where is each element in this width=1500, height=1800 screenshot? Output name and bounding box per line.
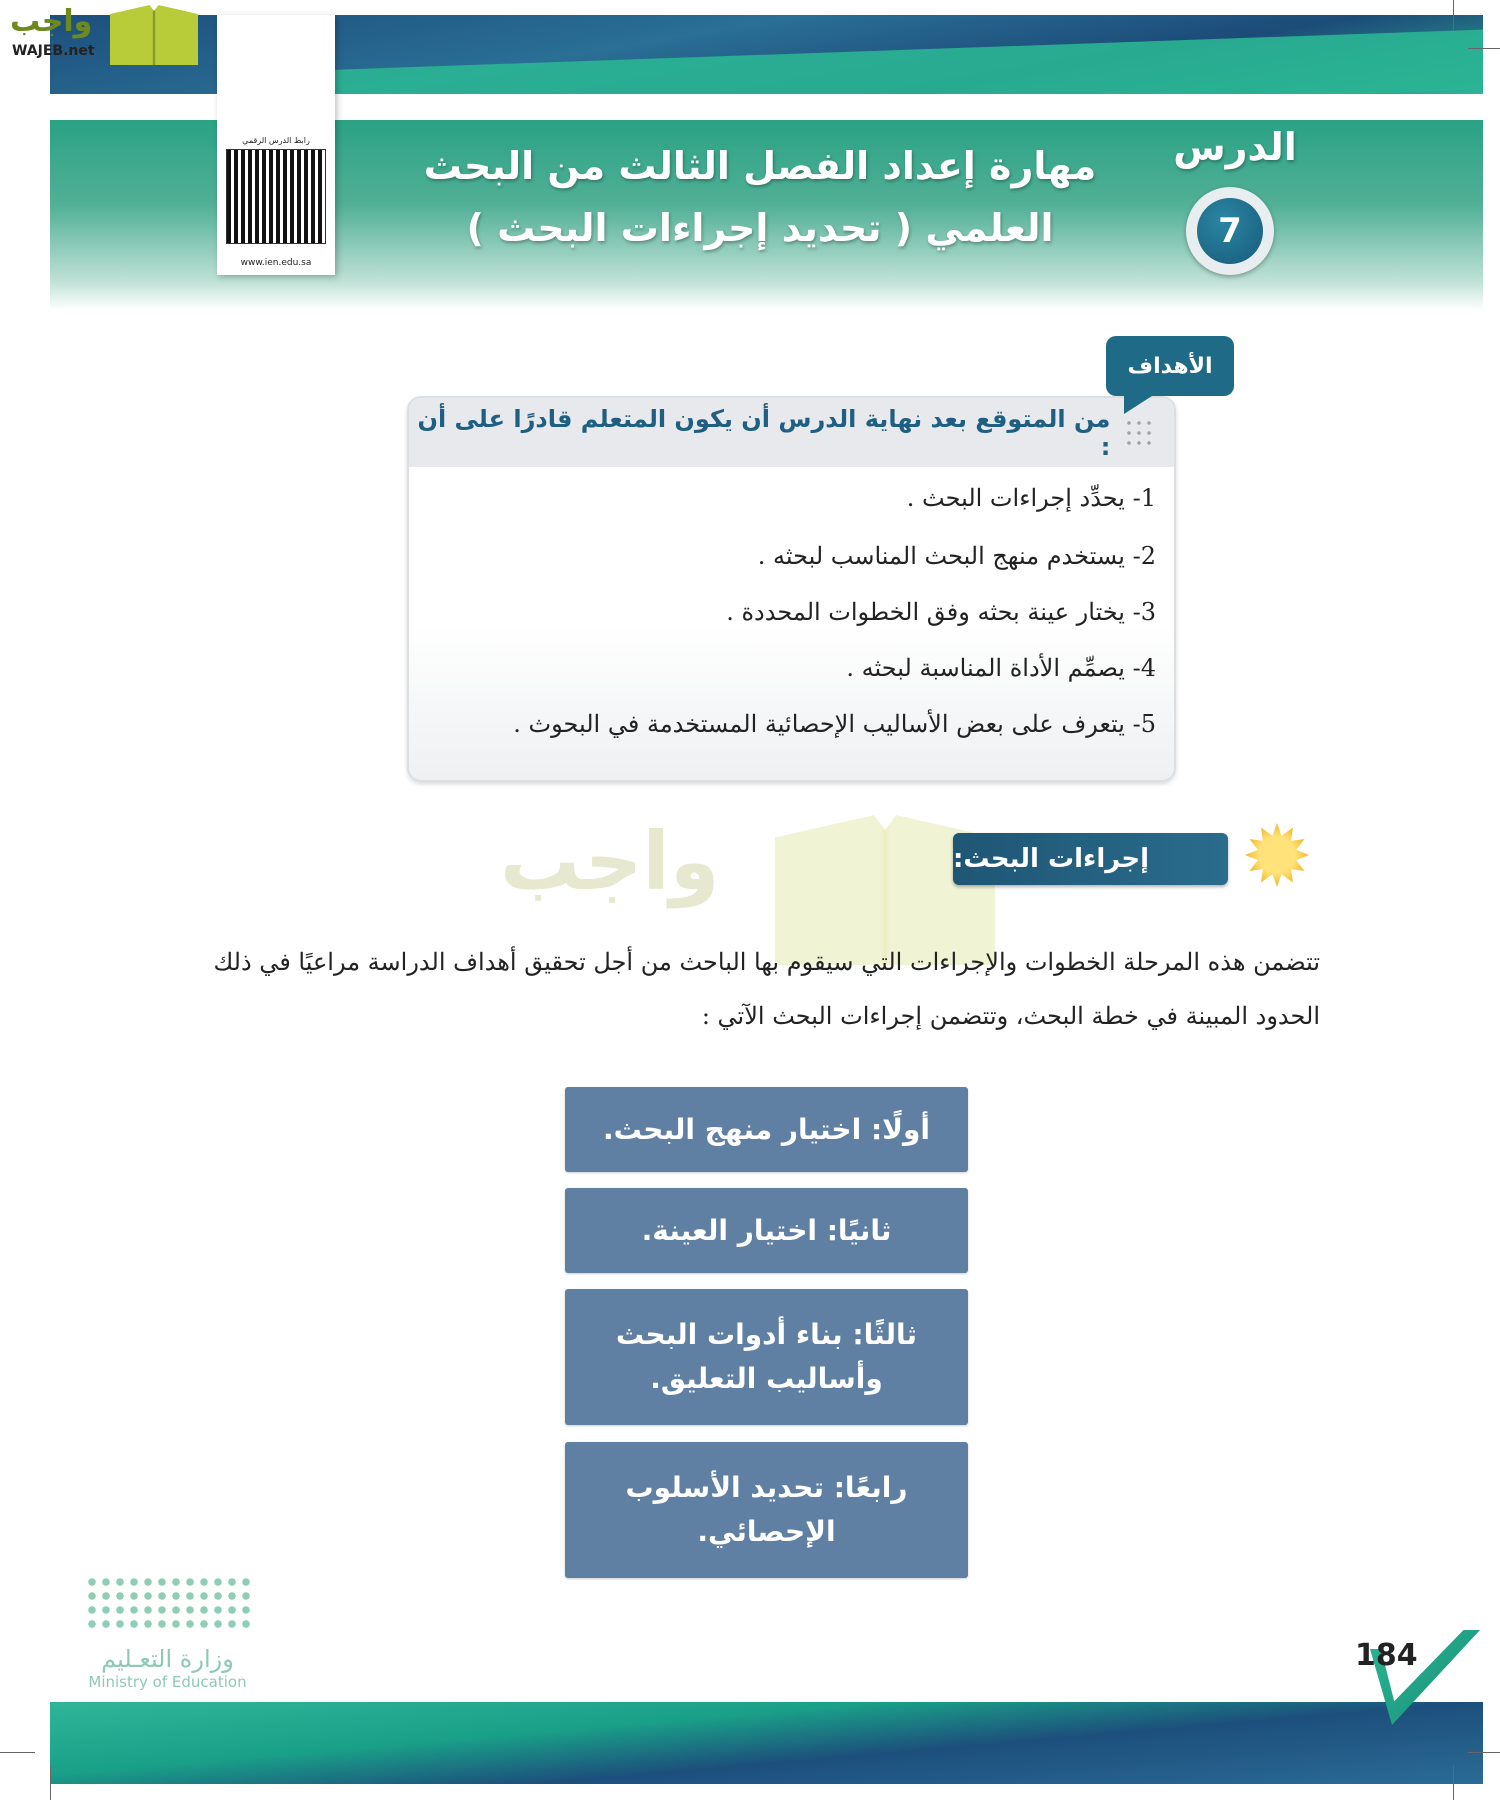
watermark-text: واجب xyxy=(500,815,720,908)
step-box-2: ثانيًا: اختيار العينة. xyxy=(565,1188,968,1273)
logo-arabic: واجب xyxy=(10,4,93,39)
crop-mark xyxy=(50,1765,51,1800)
ministry-english: Ministry of Education xyxy=(88,1673,247,1691)
goal-item: 4- يصمِّم الأداة المناسبة لبحثه . xyxy=(846,654,1156,682)
qr-url[interactable]: www.ien.edu.sa xyxy=(240,258,312,268)
ministry-logo xyxy=(80,1575,255,1702)
title-line-1: مهارة إعداد الفصل الثالث من البحث xyxy=(423,144,1097,188)
bottom-decorative-band xyxy=(50,1702,1483,1784)
step-box-1: أولًا: اختيار منهج البحث. xyxy=(565,1087,968,1172)
book-icon xyxy=(110,5,198,65)
qr-panel xyxy=(217,15,335,275)
logo-latin: WAJEB.net xyxy=(12,43,95,59)
goals-tab: الأهداف xyxy=(1106,336,1234,396)
step-box-4: رابعًا: تحديد الأسلوب الإحصائي. xyxy=(565,1442,968,1578)
crop-mark xyxy=(1468,48,1500,49)
goals-heading-row xyxy=(409,398,1174,467)
dots-icon xyxy=(1124,418,1154,448)
goal-item: 3- يختار عينة بحثه وفق الخطوات المحددة . xyxy=(726,598,1156,626)
qr-label: رابط الدرس الرقمي xyxy=(242,136,310,145)
goals-heading: من المتوقع بعد نهاية الدرس أن يكون المتعلم قادرًا على أن : xyxy=(417,404,1111,461)
wajeb-logo[interactable] xyxy=(10,5,190,65)
sun-burst-icon xyxy=(1245,823,1309,887)
crop-mark xyxy=(1468,1752,1500,1753)
goals-box xyxy=(407,396,1176,782)
ministry-dots-icon xyxy=(85,1575,250,1633)
lesson-number: 7 xyxy=(1197,198,1263,264)
page-number: 184 xyxy=(1355,1638,1418,1673)
step-box-3: ثالثًا: بناء أدوات البحث وأساليب التعليق. xyxy=(565,1289,968,1425)
crop-mark xyxy=(0,1752,35,1753)
section-heading: إجراءات البحث: xyxy=(953,833,1228,885)
lesson-label: الدرس xyxy=(1173,125,1297,169)
lesson-title xyxy=(400,135,1120,259)
goal-item: 1- يحدِّد إجراءات البحث . xyxy=(906,484,1156,512)
ministry-arabic: وزارة التعـليم xyxy=(101,1645,234,1673)
crop-mark xyxy=(1453,1765,1454,1800)
goal-item: 5- يتعرف على بعض الأساليب الإحصائية المستخدمة في البحوث . xyxy=(513,710,1156,738)
section-paragraph: تتضمن هذه المرحلة الخطوات والإجراءات التي سيقوم بها الباحث من أجل تحقيق أهداف الدراسة مراعيًا في ذلك الحدود المبينة في خطة البحث، وتتضمن إجراءات البحث الآتي : xyxy=(213,948,1320,1030)
goal-item: 2- يستخدم منهج البحث المناسب لبحثه . xyxy=(757,542,1156,570)
title-line-2: العلمي ( تحديد إجراءات البحث ) xyxy=(466,206,1054,250)
crop-mark xyxy=(1453,0,1454,30)
qr-code-icon[interactable] xyxy=(226,149,326,244)
lesson-number-badge xyxy=(1186,187,1274,275)
